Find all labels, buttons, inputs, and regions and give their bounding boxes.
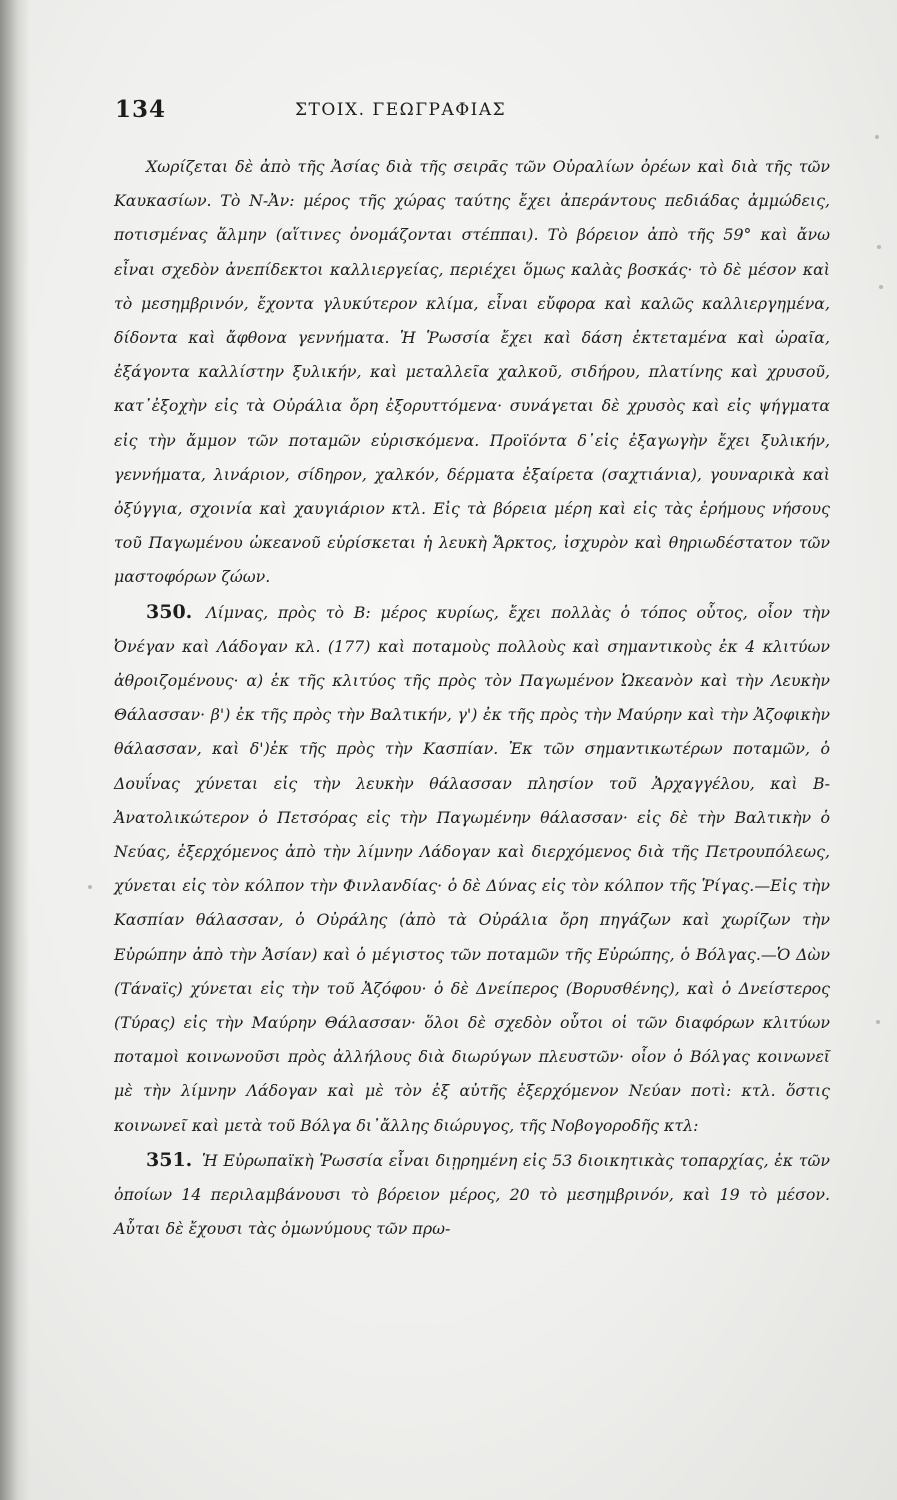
paragraph-number: 351. <box>146 1148 193 1171</box>
paper-speck <box>879 285 883 289</box>
paper-speck <box>88 885 92 889</box>
paragraph-351 <box>114 1143 830 1247</box>
paragraph-text: Χωρίζεται δὲ ἀπὸ τῆς Ἀσίας διὰ τῆς σειρᾶς τῶν Οὐραλίων ὀρέων καὶ διὰ τῆς τῶν Καυκασίων. Τὸ Ν-Ἀν: μέρος τῆς χώρας ταύτης ἔχει ἀπεράντους πεδιάδας ἀμμώδεις, ποτισμένας ἅλμην (αἵτινες ὀνομάζονται στέππαι). Τὸ βόρειον ἀπὸ τῆς 59° καὶ ἄνω εἶναι σχεδὸν ἀνεπίδεκτοι καλλιεργείας, περιέχει ὅμως καλὰς βοσκάς· τὸ δὲ μέσον καὶ τὸ μεσημβρινόν, ἔχοντα γλυκύτερον κλίμα, εἶναι εὔφορα καὶ καλῶς καλλιεργημένα, δίδοντα καὶ ἄφθονα γεννήματα. Ἡ Ῥωσσία ἔχει καὶ δάση ἐκτεταμένα καὶ ὡραῖα, ἐξάγοντα καλλίστην ξυλικήν, καὶ μεταλλεῖα χαλκοῦ, σιδήρου, πλατίνης καὶ χρυσοῦ, κατ᾽ἐξοχὴν εἰς τὰ Οὐράλια ὄρη ἐξορυττόμενα· συνάγεται δὲ χρυσὸς καὶ εἰς ψήγματα εἰς τὴν ἄμμον τῶν ποταμῶν εὑρισκόμενα. Προϊόντα δ᾽εἰς ἐξαγωγὴν ἔχει ξυλικήν, γεννήματα, λινάριον, σίδηρον, χαλκόν, δέρματα ἐξαίρετα (σαχτιάνια), γουναρικὰ καὶ ὀξύγγια, σχοινία καὶ χαυγιάριον κτλ. Εἰς τὰ βόρεια μέρη καὶ εἰς τὰς ἐρήμους νήσους τοῦ Παγωμένου ὠκεανοῦ εὑρίσκεται ἡ λευκὴ Ἄρκτος, ἰσχυρὸν καὶ θηριωδέστατον τῶν μαστοφόρων ζώων. <box>114 157 830 587</box>
paragraph-text: Λίμνας, πρὸς τὸ Β: μέρος κυρίως, ἔχει πολλὰς ὁ τόπος οὗτος, οἷον τὴν Ὀνέγαν καὶ Λάδογαν κλ. (177) καὶ ποταμοὺς πολλοὺς καὶ σημαντικοὺς ἐκ 4 κλιτύων ἀθροιζομένους· α) ἐκ τῆς κλιτύος τῆς πρὸς τὸν Παγωμένον Ὠκεανὸν καὶ τὴν Λευκὴν Θάλασσαν· β') ἐκ τῆς πρὸς τὴν Βαλτικήν, γ') ἐκ τῆς πρὸς τὴν Μαύρην καὶ τὴν Ἀζοφικὴν θάλασσαν, καὶ δ')ἐκ τῆς πρὸς τὴν Κασπίαν. Ἐκ τῶν σημαντικωτέρων ποταμῶν, ὁ Δουΐνας χύνεται εἰς τὴν λευκὴν θάλασσαν πλησίον τοῦ Ἀρχαγγέλου, καὶ Β-Ἀνατολικώτερον ὁ Πετσόρας εἰς τὴν Παγωμένην θάλασσαν· εἰς δὲ τὴν Βαλτικὴν ὁ Νεύας, ἐξερχόμενος ἀπὸ τὴν λίμνην Λάδογαν καὶ διερχόμενος διὰ τῆς Πετρουπόλεως, χύνεται εἰς τὸν κόλπον τὴν Φινλανδίας· ὁ δὲ Δύνας εἰς τὸν κόλπον τῆς Ῥίγας.—Εἰς τὴν Κασπίαν θάλασσαν, ὁ Οὐράλης (ἀπὸ τὰ Οὐράλια ὄρη πηγάζων καὶ χωρίζων τὴν Εὐρώπην ἀπὸ τὴν Ἀσίαν) καὶ ὁ μέγιστος τῶν ποταμῶν τῆς Εὐρώπης, ὁ Βόλγας.—Ὁ Δὼν (Τάναϊς) χύνεται εἰς τὴν τοῦ Ἀζόφου· ὁ δὲ Δνείπερος (Βορυσθένης), καὶ ὁ Δνείστερος (Τύρας) εἰς τὴν Μαύρην Θάλασσαν· ὅλοι δὲ σχεδὸν οὗτοι οἱ τῶν διαφόρων κλιτύων ποταμοὶ κοινωνοῦσι πρὸς ἀλλήλους διὰ διωρύγων πλευστῶν· οἷον ὁ Βόλγας κοινωνεῖ μὲ τὴν λίμνην Λάδογαν καὶ μὲ τὸν ἐξ αὐτῆς ἐξερχόμενον Νεύαν ποτὶ: κτλ. ὅστις κοινωνεῖ καὶ μετὰ τοῦ Βόλγα δι᾽ἄλλης διώρυγος, τῆς Νοβογοροδῆς κτλ: <box>114 602 830 1135</box>
paragraph-intro <box>114 150 830 595</box>
paper-speck <box>876 1020 880 1024</box>
running-head: ΣΤΟΙΧ. ΓΕΩΓΡΑΦΙΑΣ <box>295 100 507 120</box>
paper-speck <box>875 135 879 139</box>
page-number: 134 <box>115 96 167 123</box>
paragraph-text: Ἡ Εὐρωπαϊκὴ Ῥωσσία εἶναι διῃρημένη εἰς 53 διοικητικὰς τοπαρχίας, ἐκ τῶν ὁποίων 14 περιλαμβάνουσι τὸ βόρειον μέρος, 20 τὸ μεσημβρινόν, καὶ 19 τὸ μέσον. Αὗται δὲ ἔχουσι τὰς ὁμωνύμους τῶν πρω- <box>114 1150 830 1239</box>
paragraph-350 <box>114 595 830 1143</box>
paper-speck <box>877 245 881 249</box>
page-gutter-shadow <box>0 0 30 1500</box>
body-text <box>114 150 830 1247</box>
paragraph-number: 350. <box>146 600 193 623</box>
page-header <box>115 96 835 136</box>
